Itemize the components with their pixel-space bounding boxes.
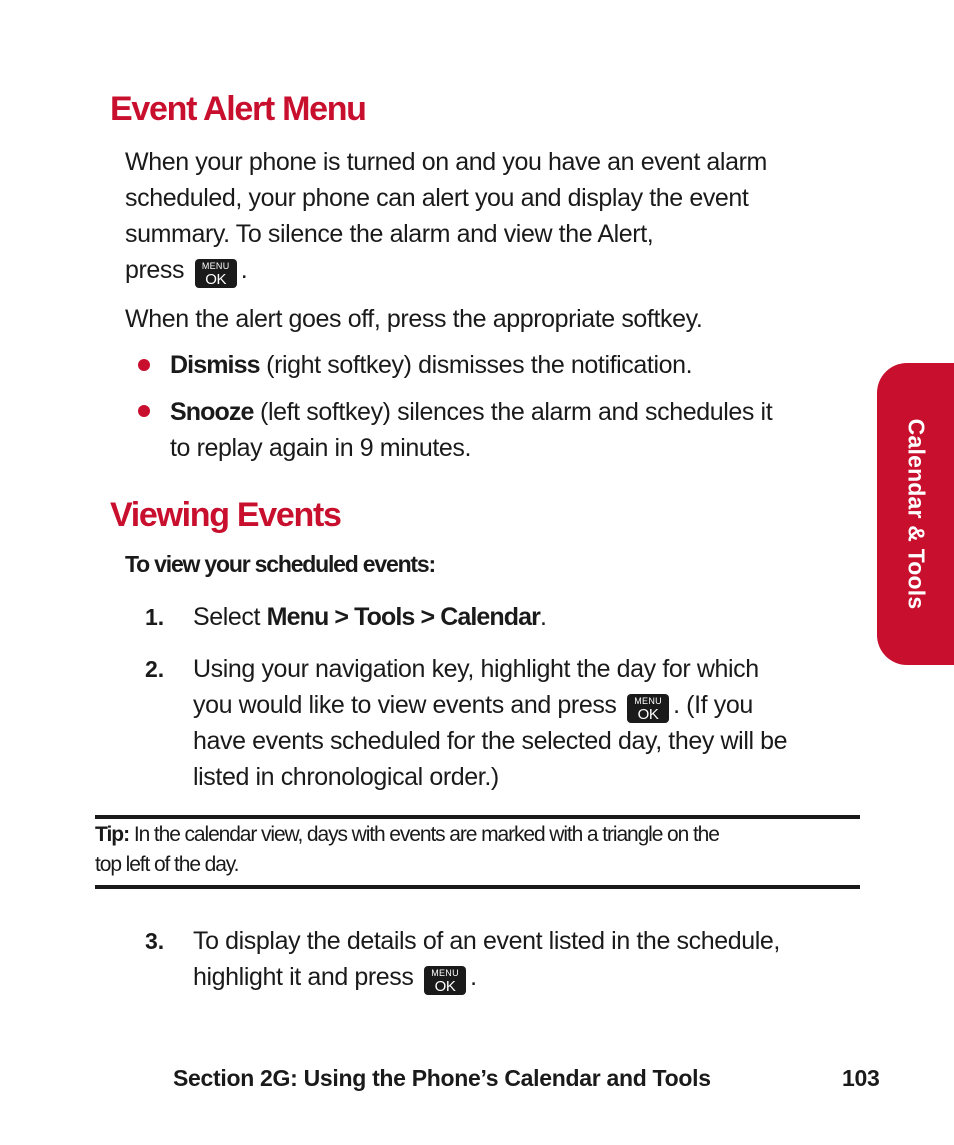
event-alert-paragraph [125, 144, 865, 288]
tip-top-rule [95, 815, 860, 819]
section-heading-event-alert-menu: Event Alert Menu [110, 90, 366, 128]
softkey-paragraph: When the alert goes off, press the appropriate softkey. [125, 305, 703, 333]
section-side-tab [877, 363, 954, 665]
step-1: Select Menu > Tools > Calendar. [193, 603, 547, 631]
paragraph-line: summary. To silence the alarm and view the Alert, [125, 220, 654, 248]
step-number: 1. [145, 604, 165, 630]
bullet-icon [138, 405, 150, 417]
menu-ok-key-icon: MENU OK [424, 966, 466, 995]
page-number: 103 [842, 1065, 880, 1091]
paragraph-line: press MENU OK . [125, 256, 248, 288]
step-2: Using your navigation key, highlight the day for which you would like to view events and press MENU OK . (If you have events scheduled for the selected day, they will be listed in chronological order.) [193, 655, 788, 791]
bullet-dismiss: Dismiss (right softkey) dismisses the notification. [170, 351, 693, 379]
tip-bottom-rule [95, 885, 860, 889]
paragraph-line: When your phone is turned on and you have an event alarm [125, 148, 767, 176]
procedure-subheading: To view your scheduled events: [125, 551, 435, 577]
side-tab-label: Calendar & Tools [903, 418, 929, 610]
section-heading-viewing-events: Viewing Events [110, 496, 341, 534]
bullet-icon [138, 359, 150, 371]
step-number: 3. [145, 928, 165, 954]
footer-section-title: Section 2G: Using the Phone’s Calendar and Tools [173, 1065, 711, 1091]
bullet-snooze: Snooze (left softkey) silences the alarm and schedules it to replay again in 9 minutes. [170, 398, 773, 462]
menu-ok-key-icon: MENU OK [195, 259, 237, 288]
menu-ok-key-icon: MENU OK [627, 694, 669, 723]
step-3: To display the details of an event listed in the schedule, highlight it and press MENU OK . [193, 927, 780, 995]
paragraph-line: scheduled, your phone can alert you and display the event [125, 184, 749, 212]
tip-box: Tip: In the calendar view, days with events are marked with a triangle on the top left of the day. [95, 823, 719, 876]
step-number: 2. [145, 656, 165, 682]
